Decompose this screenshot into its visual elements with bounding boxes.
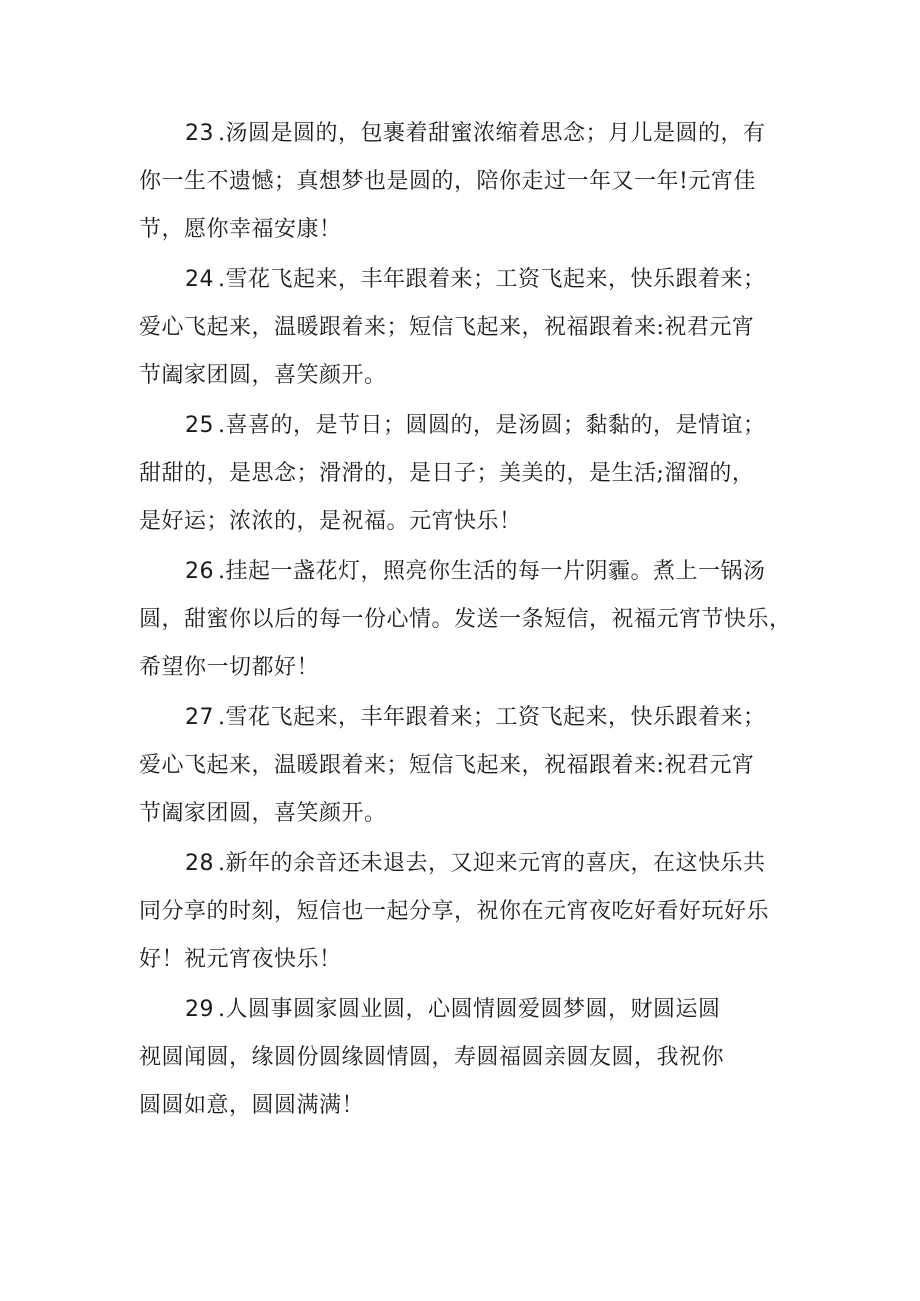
paragraph-line: 视圆闻圆，缘圆份圆缘圆情圆，寿圆福圆亲圆友圆，我祝你 — [139, 1045, 725, 1070]
paragraph-line: 爱心飞起来，温暖跟着来；短信飞起来，祝福跟着来:祝君元宵 — [139, 315, 755, 340]
paragraph-number: 25 — [185, 413, 214, 438]
paragraph-24 — [139, 256, 789, 400]
paragraph-line: .汤圆是圆的，包裹着甜蜜浓缩着思念；月儿是圆的，有 — [218, 121, 766, 146]
paragraph-line: 节，愿你幸福安康！ — [139, 217, 342, 242]
paragraph-line: 圆圆如意，圆圆满满！ — [139, 1093, 365, 1118]
paragraph-line: 节阖家团圆，喜笑颜开。 — [139, 363, 387, 388]
paragraph-line: 希望你一切都好！ — [139, 655, 320, 680]
paragraph-line: 同分享的时刻，短信也一起分享，祝你在元宵夜吃好看好玩好乐 — [139, 899, 770, 924]
paragraph-28 — [139, 840, 789, 984]
paragraph-line: .挂起一盏花灯，照亮你生活的每一片阴霾。煮上一锅汤 — [218, 559, 766, 584]
paragraph-line: 好！祝元宵夜快乐！ — [139, 947, 342, 972]
paragraph-23 — [139, 110, 789, 254]
paragraph-26 — [139, 548, 792, 692]
paragraph-line: .人圆事圆家圆业圆，心圆情圆爱圆梦圆，财圆运圆 — [218, 997, 721, 1022]
paragraph-number: 29 — [185, 997, 214, 1022]
paragraph-line: .新年的余音还未退去，又迎来元宵的喜庆，在这快乐共 — [218, 851, 766, 876]
paragraph-line: 是好运；浓浓的，是祝福。元宵快乐！ — [139, 509, 522, 534]
paragraph-line: 甜甜的，是思念；滑滑的，是日子；美美的，是生活;溜溜的， — [139, 461, 755, 486]
paragraph-line: .雪花飞起来，丰年跟着来；工资飞起来，快乐跟着来； — [218, 705, 766, 730]
paragraph-line: .喜喜的，是节日；圆圆的，是汤圆；黏黏的，是情谊； — [218, 413, 766, 438]
paragraph-line: 爱心飞起来，温暖跟着来；短信飞起来，祝福跟着来:祝君元宵 — [139, 753, 755, 778]
paragraph-29 — [139, 986, 789, 1130]
paragraph-25 — [139, 402, 789, 546]
paragraph-line: 节阖家团圆，喜笑颜开。 — [139, 801, 387, 826]
paragraph-number: 23 — [185, 121, 214, 146]
paragraph-number: 26 — [185, 559, 214, 584]
paragraph-line: 你一生不遗憾；真想梦也是圆的，陪你走过一年又一年!元宵佳 — [139, 169, 756, 194]
paragraph-number: 28 — [185, 851, 214, 876]
paragraph-line: 圆，甜蜜你以后的每一份心情。发送一条短信，祝福元宵节快乐， — [139, 607, 792, 632]
document-body — [139, 110, 792, 1132]
paragraph-27 — [139, 694, 789, 838]
paragraph-line: .雪花飞起来，丰年跟着来；工资飞起来，快乐跟着来； — [218, 267, 766, 292]
paragraph-number: 27 — [185, 705, 214, 730]
paragraph-number: 24 — [185, 267, 214, 292]
